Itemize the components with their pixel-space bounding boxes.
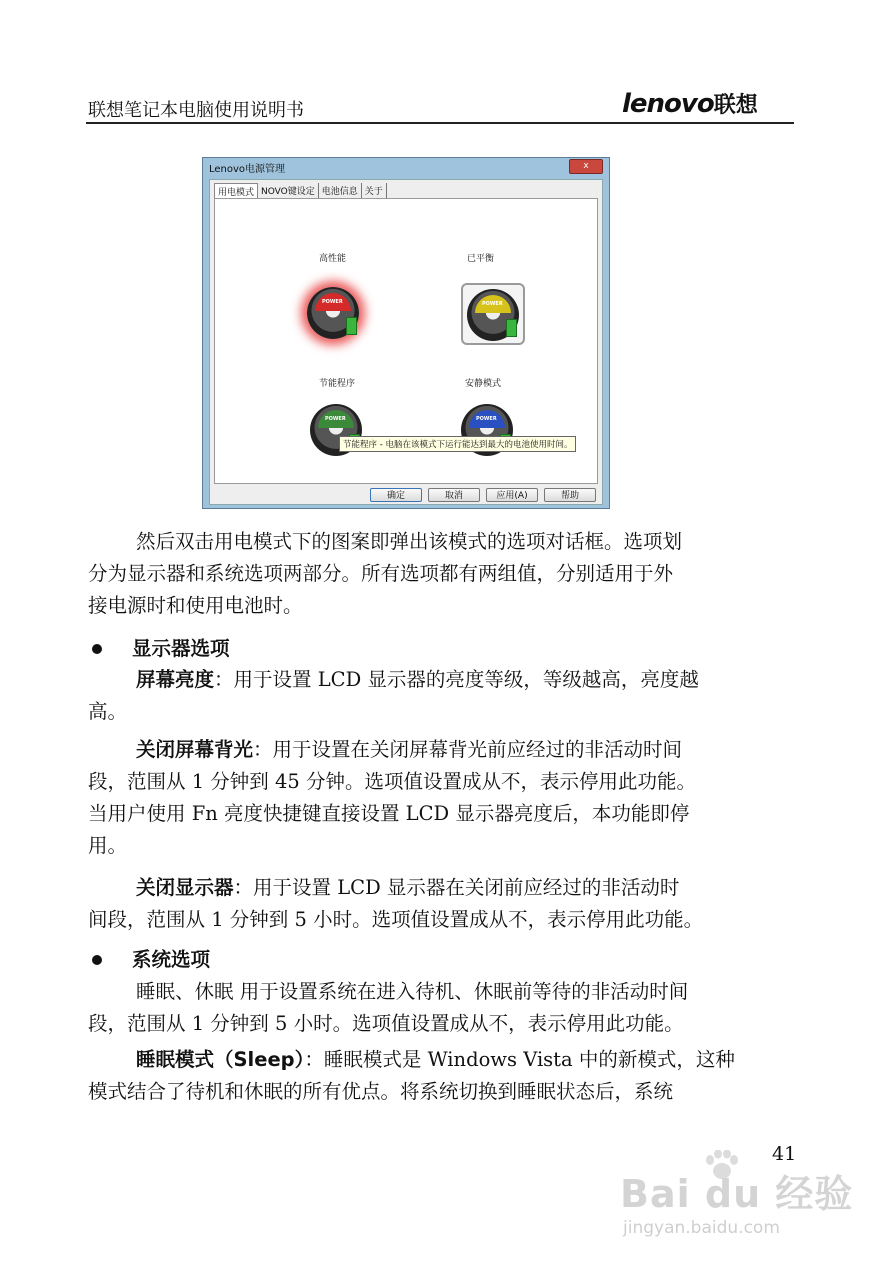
baidu-watermark: Bai du 经验 (620, 1172, 854, 1216)
bullet-icon (92, 644, 102, 654)
ok-button[interactable]: 确定 (370, 488, 422, 502)
paragraph-backlight: 关闭屏幕背光：用于设置在关闭屏幕背光前应经过的非活动时间 段，范围从 1 分钟到 45 分钟。选项值设置成从不，表示停用此功能。 当用户使用 Fn 亮度快捷键直接设置 LCD 显示器亮度后，本功能即停 用。 (88, 738, 697, 857)
mode-label-saver: 节能程序 (319, 379, 356, 389)
paragraph-sleep-mode: 睡眠模式（Sleep）：睡眠模式是 Windows Vista 中的新模式，这种 模式结合了待机和休眠的所有优点。将系统切换到睡眠状态后，系统 (88, 1048, 735, 1103)
watermark-url: jingyan.baidu.com (623, 1218, 780, 1238)
high-performance-gauge-icon[interactable] (307, 287, 359, 339)
battery-icon (506, 319, 517, 337)
gauge-power-text: POWER (325, 416, 346, 422)
section-heading-system: 系统选项 (88, 944, 210, 972)
page-number: 41 (772, 1143, 797, 1165)
header-rule (86, 122, 794, 124)
mode-label-quiet: 安静模式 (465, 379, 502, 389)
tab-novo-key[interactable]: NOVO键设定 (258, 183, 319, 199)
gauge-power-text: POWER (482, 301, 503, 307)
apply-button[interactable]: 应用(A) (486, 488, 538, 502)
tab-power-mode[interactable]: 用电模式 (214, 183, 258, 199)
balanced-gauge-icon[interactable] (467, 289, 519, 341)
mode-label-high: 高性能 (319, 254, 347, 264)
term-brightness: 屏幕亮度 (136, 668, 215, 691)
term-backlight: 关闭屏幕背光 (136, 738, 254, 761)
running-header-title: 联想笔记本电脑使用说明书 (88, 100, 304, 121)
mode-label-balanced: 已平衡 (467, 254, 495, 264)
dialog-body (209, 179, 603, 505)
mode-panel (214, 198, 598, 484)
bullet-icon (92, 955, 102, 965)
tab-about[interactable]: 关于 (362, 183, 387, 199)
gauge-power-text: POWER (322, 299, 343, 305)
close-button[interactable]: x (569, 159, 603, 174)
cancel-button[interactable]: 取消 (428, 488, 480, 502)
paragraph-intro: 然后双击用电模式下的图案即弹出该模式的选项对话框。选项划 分为显示器和系统选项两部分。所有选项都有两组值，分别适用于外 接电源时和使用电池时。 (88, 530, 683, 617)
help-button[interactable]: 帮助 (544, 488, 596, 502)
tab-bar (214, 183, 387, 199)
power-manager-dialog (202, 157, 610, 509)
section-heading-display: 显示器选项 (88, 633, 230, 661)
logo-text: lenovo (622, 89, 714, 119)
tab-battery-info[interactable]: 电池信息 (319, 183, 362, 199)
paragraph-display-off: 关闭显示器：用于设置 LCD 显示器在关闭前应经过的非活动时 间段，范围从 1 分钟到 5 小时。选项值设置成从不，表示停用此功能。 (88, 876, 704, 931)
term-sleep-mode: 睡眠模式（Sleep） (136, 1048, 305, 1071)
term-display-off: 关闭显示器 (136, 876, 234, 899)
logo-cn: 联想 (713, 93, 758, 118)
paragraph-sleep-hibernate: 睡眠、休眠 用于设置系统在进入待机、休眠前等待的非活动时间 段，范围从 1 分钟到 5 小时。选项值设置成从不，表示停用此功能。 (88, 980, 689, 1035)
dialog-title: Lenovo电源管理 (209, 164, 286, 175)
mode-tooltip: 节能程序 - 电脑在该模式下运行能达到最大的电池使用时间。 (339, 436, 576, 452)
paragraph-brightness: 屏幕亮度：用于设置 LCD 显示器的亮度等级，等级越高，亮度越 高。 (88, 668, 699, 723)
gauge-power-text: POWER (476, 416, 497, 422)
lenovo-logo (622, 88, 758, 119)
battery-icon (346, 317, 357, 335)
